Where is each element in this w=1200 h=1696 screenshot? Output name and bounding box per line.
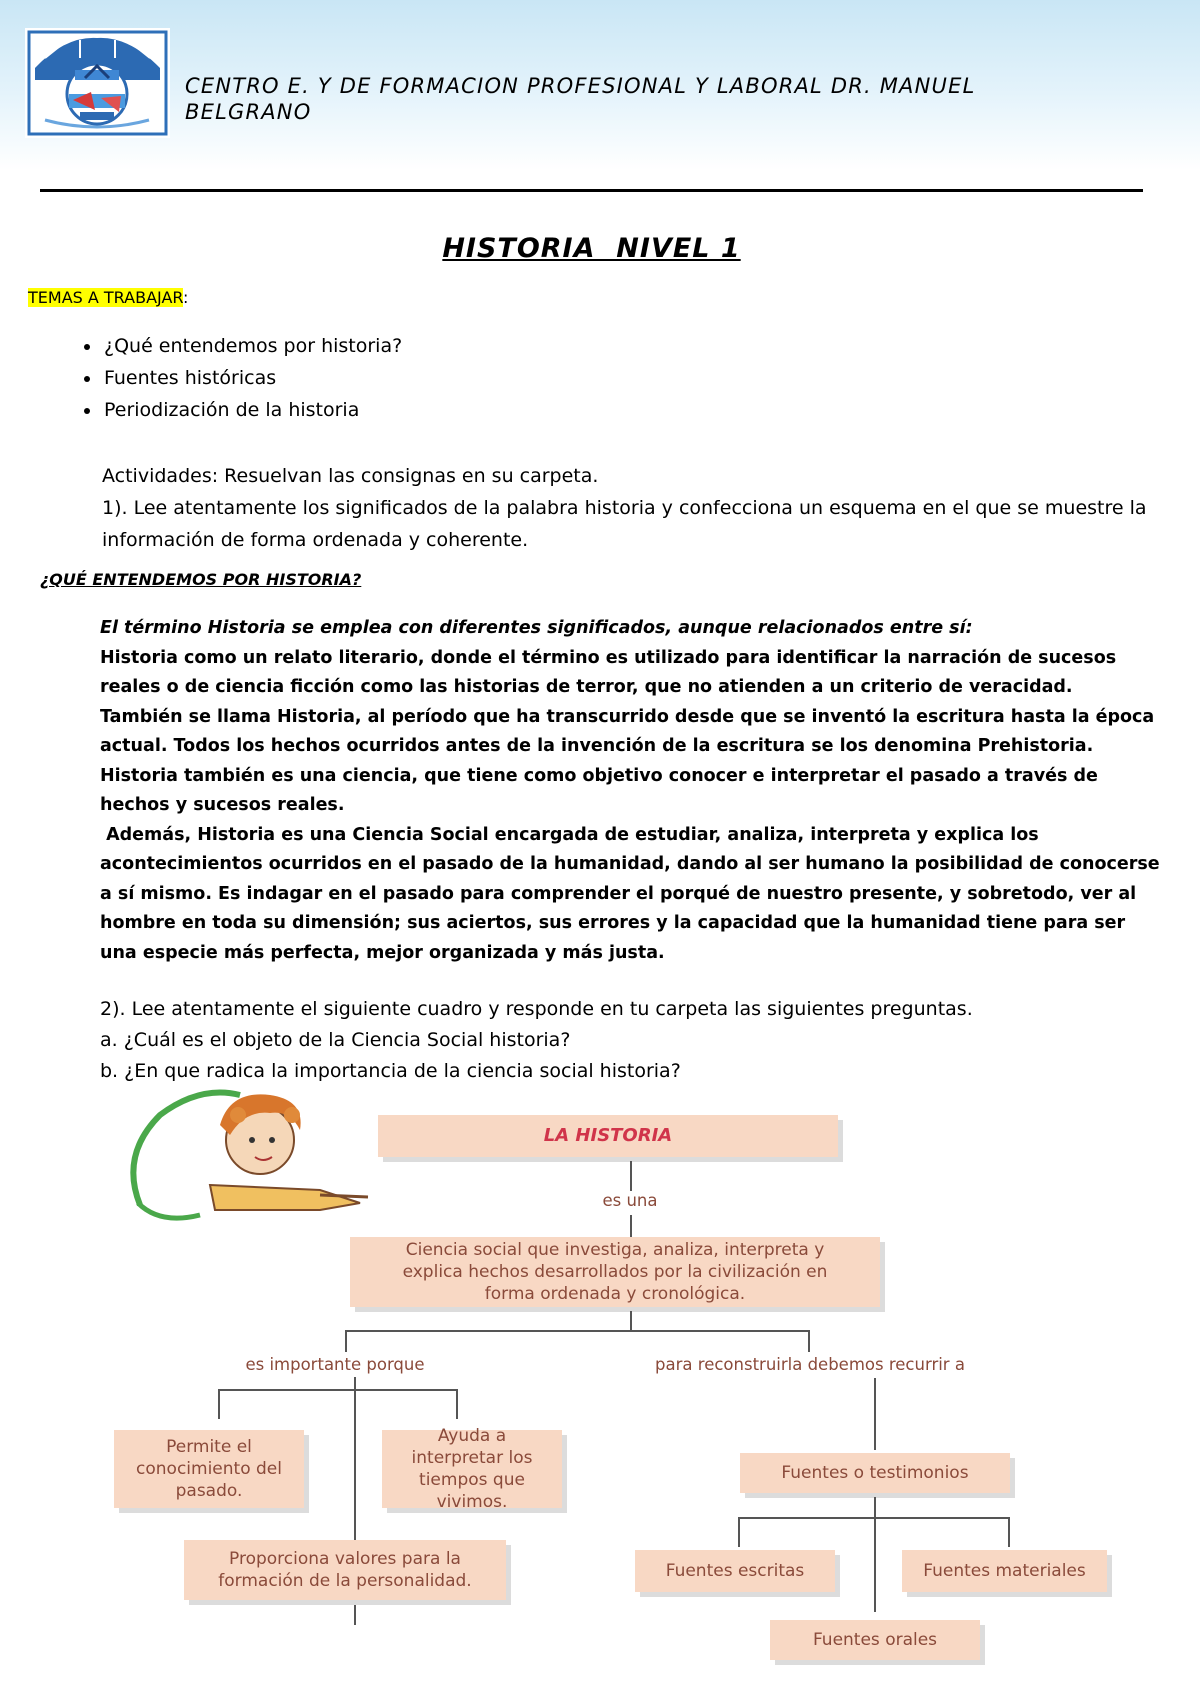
importance-label: es importante porque (245, 1355, 425, 1374)
activities-intro: Actividades: Resuelvan las consignas en su carpeta. (102, 465, 599, 487)
connector-line (218, 1389, 220, 1419)
connector-line (1008, 1517, 1010, 1547)
es-una-label: es una (602, 1191, 658, 1210)
definitions-intro: El término Historia se emplea con diferentes significados, aunque relacionados entre sí: (100, 618, 973, 638)
importance-item (184, 1540, 506, 1600)
activities (102, 460, 1162, 556)
temas-heading (28, 288, 188, 307)
sources-box (740, 1453, 1010, 1493)
school-name-line2: BELGRANO (185, 100, 312, 124)
connector-line (456, 1389, 458, 1419)
source-item-text: Fuentes orales (812, 1630, 938, 1650)
connector-line (630, 1161, 632, 1191)
activity-1: 1). Lee atentamente los significados de la palabra historia y confecciona un esquema en el que se muestre la información de forma ordenada y coherente. (102, 497, 1147, 551)
diagram-definition (350, 1237, 880, 1307)
page-title: HISTORIA NIVEL 1 (442, 233, 741, 264)
question-2-intro: 2). Lee atentamente el siguiente cuadro y responde en tu carpeta las siguientes preguntas. (100, 998, 973, 1020)
school-logo (25, 28, 170, 138)
connector-line (738, 1517, 1010, 1519)
connector-line (874, 1378, 876, 1450)
definition-paragraph: Además, Historia es una Ciencia Social encargada de estudiar, analiza, interpreta y explica los acontecimientos ocurridos en el pasado de la humanidad, dando al ser humano la posibilidad de conocerse a sí mismo. Es indagar en el pasado para comprender el porqué de nuestro presente, y sobretodo, ver al hombre en toda su dimensión; sus aciertos, sus errores y la capacidad que la humanidad tiene para ser una especie más perfecta, mejor organizada y más justa. (100, 824, 1166, 963)
source-item (635, 1550, 835, 1592)
diagram-root-label: LA HISTORIA (543, 1125, 673, 1146)
definitions-text (100, 614, 1166, 968)
diagram-root (378, 1115, 838, 1157)
connector-line (345, 1330, 810, 1332)
section-title: ¿QUÉ ENTENDEMOS POR HISTORIA? (40, 570, 362, 589)
diagram-definition-text: Ciencia social que investiga, analiza, interpreta y explica hechos desarrollados por la civilización en forma ordenada y cronológica. (402, 1240, 828, 1304)
temas-label: TEMAS A TRABAJAR (28, 288, 184, 307)
connector-line (738, 1517, 740, 1547)
topic-item: • Fuentes históricas (102, 362, 402, 394)
definition-paragraph: Historia como un relato literario, donde el término es utilizado para identificar la narración de sucesos reales o de ciencia ficción como las historias de terror, que no atienden a un criterio de veracidad. (100, 647, 1117, 697)
header-rule (40, 189, 1143, 192)
sources-box-text: Fuentes o testimonios (781, 1463, 969, 1483)
connector-line (874, 1497, 876, 1612)
connector-line (630, 1215, 632, 1237)
source-item (902, 1550, 1107, 1592)
question-2a: a. ¿Cuál es el objeto de la Ciencia Social historia? (100, 1029, 571, 1051)
school-name (185, 73, 975, 125)
importance-item (382, 1426, 562, 1512)
definition-paragraph: Historia también es una ciencia, que tiene como objetivo conocer e interpretar el pasado a través de hechos y sucesos reales. (100, 765, 1098, 815)
importance-item-text: Proporciona valores para la formación de la personalidad. (218, 1549, 472, 1591)
source-item (770, 1620, 980, 1660)
temas-colon: : (183, 288, 189, 307)
definition-paragraph: También se llama Historia, al período que ha transcurrido desde que se inventó la escritura hasta la época actual. Todos los hechos ocurridos antes de la invención de la escritura se los denomina Prehistoria. (100, 706, 1155, 756)
sources-label: para reconstruirla debemos recurrir a (655, 1355, 965, 1374)
question-2b: b. ¿En que radica la importancia de la ciencia social historia? (100, 1060, 681, 1082)
connector-line (345, 1330, 347, 1352)
question-2 (100, 994, 1160, 1087)
importance-item-text: Ayuda a interpretar los tiempos que vivimos. (411, 1426, 533, 1512)
topic-item: • Periodización de la historia (102, 394, 402, 426)
history-diagram (110, 1085, 1130, 1675)
connector-line (630, 1311, 632, 1331)
child-pointing-illustration (120, 1085, 380, 1235)
connector-line (808, 1330, 810, 1352)
connector-line (218, 1389, 458, 1391)
school-name-line1: CENTRO E. Y DE FORMACION PROFESIONAL Y LABORAL DR. MANUEL (185, 74, 976, 98)
topic-item: • ¿Qué entendemos por historia? (102, 330, 402, 362)
topics-list (58, 330, 402, 426)
importance-item-text: Permite el conocimiento del pasado. (136, 1437, 282, 1501)
source-item-text: Fuentes materiales (923, 1561, 1086, 1581)
importance-item (114, 1430, 304, 1508)
source-item-text: Fuentes escritas (665, 1561, 805, 1581)
